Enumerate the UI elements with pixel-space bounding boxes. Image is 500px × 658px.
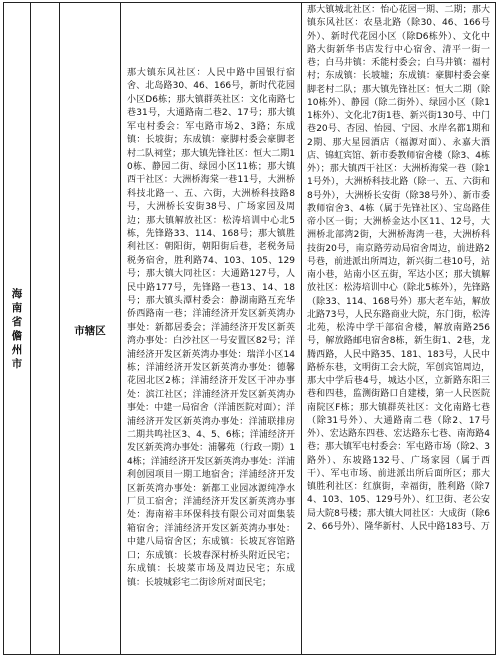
risk-area-table xyxy=(3,2,496,655)
middle-area-cell xyxy=(121,3,302,655)
category-cell xyxy=(60,3,121,655)
region-name: 海南省儋州市 xyxy=(11,287,23,370)
empty-cell xyxy=(31,3,60,655)
table-row xyxy=(4,3,496,655)
right-area-list: 那大镇城北社区：怡心花园一期、二期；那大镇东风社区：农垦北路（除30、46、166号外）、新时代花园小区（除D6栋外）、文化中路大街新华书店发行中心宿舍、清平一街一巷；白马井镇：禾能村委会；白马井镇：福村村；东成镇：长坡墟；东成镇：豪脚村委会豪脚老村二队；那大镇先锋社区：恒大二期（除10栋外）、静园（除二街外）、绿园小区（除11栋外）、文化北7街1巷、新兴街130号、中门巷20号、杏园、怡园、宁园、水岸名都1期和2期、那大星园酒店（福源对面）、永嘉大酒店、锦虹宾馆、新市委教师宿舍楼（除3、4栋外）；那大镇西干社区：大洲桥海棠一巷（除11号外），大洲桥科技北路（除一、五、六街和8号外），大洲桥长安街（除38号外）、新市委教师宿舍3、4栋（属于先锋社区）、宝岛路佳帝小区一街；大洲桥金达小区11、12号，大洲桥北部湾2街，大洲桥海湾一巷，大洲桥科技街20号，南京路劳动局宿舍周边，前进路2号巷，前进派出所周边，新兴街二巷10号，站南小巷，站南小区五街，军达小区；那大镇解放社区：松涛培训中心（除北5栋外），先锋路（除33、114、168号外）那大老车站，解放北路73号，人民东路商业大院，东门街，松涛北苑，松涛中学干部宿舍楼，解放南路256号，解放路邮电宿舍8栋，新生街1、2巷，龙腾西路，人民中路35、181、183号，人民中路桥东巷，文明街工会大院，军创宾馆周边，那大中学后巷4号，城达小区，立新路东阳三巷和四巷，监测街路口自建楼，第一人民医院南院区F栋；那大镇群英社区：文化南路七巷（除31号外）、大通路南二巷（除2、17号外）、宏达路东四巷、宏达路东七巷、南海路4巷；那大镇军屯村委会：军屯路市场（除2、3路外）、东坡路132号、广场家园（属于西干）、军屯市场、前进派出所后面所区；那大镇胜利社区：红旗街，幸福街，胜利路（除74、103、105、129号外）、红卫街、老公安局大院8号楼；那大镇大同社区：大成街（除62、66号外）、隆华新村、人民中路183号、万 xyxy=(307,5,490,532)
category-label: 市辖区 xyxy=(74,325,106,337)
right-area-cell xyxy=(302,3,496,655)
middle-area-list: 那大镇东风社区：人民中路中国银行宿舍、北岛路30、46、166号，新时代花园小区D6栋；那大镇群英社区：文化南路七巷31号，大通路南二巷2、17号；那大镇军屯村委会：军屯路市场2、3路；东成镇：长坡街；东成镇：豪脚村委会豪脚老村二队祠堂；那大镇先锋社区：恒大二期10栋、静园二街、绿园小区11栋；那大镇西干社区：大洲桥海棠一巷11号，大洲桥科技北路一、五、六街，大洲桥科技路8号，大洲桥长安街38号、广场家园及周边；那大镇解放社区：松涛培训中心北5栋，先锋路33、114、168号；那大镇胜利社区：朝阳街，朝阳街后巷，老税务局税务宿舍，胜利路74、103、105、129号；那大镇大同社区：大通路127号，人民中路177号，先锋路一巷13、14、18号；那大镇头潭村委会：静湖南路互充华侨西路南一巷；洋浦经济开发区新英湾办事处：新都居委会；洋浦经济开发区新英湾办事处：白沙社区一号安置区82号；洋浦经济开发区新英湾办事处：瑞洋小区14栋；洋浦经济开发区新英湾办事处：德馨花园北区2栋；洋浦经济开发区干冲办事处：滨江社区；洋浦经济开发区新英湾办事处：中建一局宿舍（洋浦医院对面）；洋浦经济开发区新英湾办事处：洋浦联排房二期共鸣社区3、4、5、6栋；洋浦经济开发区新英湾办事处：浦馨苑（行政一期）14栋；洋浦经济开发区新英湾办事处：洋浦利创园项目一期工地宿舍；洋浦经济开发区新英湾办事处：新都工业园冰源纯净水厂员工宿舍；洋浦经济开发区新英湾办事处：海南裕丰环保科技有限公司对面集装箱宿舍；洋浦经济开发区新英湾办事处：中建八局宿舍区；东成镇：长坡瓦容馆路口；东成镇：长坡春深村桥头附近民宅；东成镇：长坡菜市场及周边民宅；东成镇：长坡城彩宅二街诊所对面民宅； xyxy=(127,68,295,588)
region-cell xyxy=(4,3,31,655)
